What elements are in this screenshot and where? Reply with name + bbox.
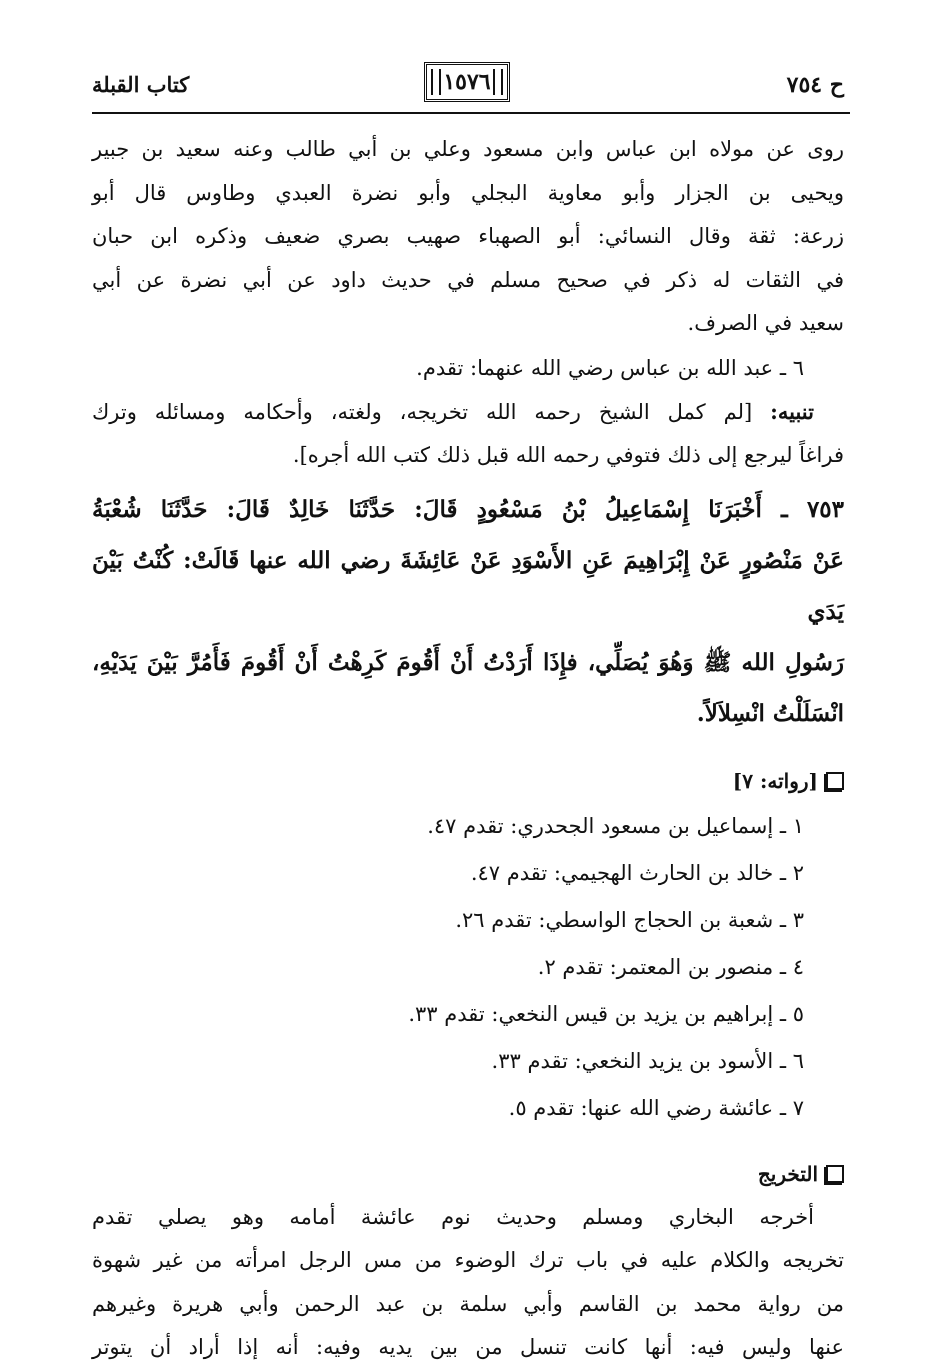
checkbox-square-icon — [826, 772, 844, 790]
narrator-list-item: ٧ ـ عائشة رضي الله عنها: تقدم ٥. — [508, 1095, 804, 1120]
takhrij-line: من رواية محمد بن القاسم وأبي سلمة بن عبد الرحمن وأبي هريرة وغيرهم — [92, 1291, 844, 1316]
takhrij-line: تخريجه والكلام عليه في باب ترك الوضوء من مس الرجل امرأته من غير شهوة — [92, 1248, 844, 1272]
narrator-list-item: ٢ ـ خالد بن الحارث الهجيمي: تقدم ٤٧. — [470, 860, 804, 885]
takhrij-section-title — [92, 1152, 844, 1196]
bio-line: زرعة: ثقة وقال النسائي: أبو الصهباء صهيب بصري ضعيف وذكره ابن حبان — [92, 224, 844, 248]
notice-label: تنبيه: — [770, 398, 814, 424]
narrator-list-item: ١ ـ إسماعيل بن مسعود الجحدري: تقدم ٤٧. — [427, 813, 804, 838]
checkbox-square-icon — [826, 1165, 844, 1183]
takhrij-line: عنها وليس فيه: أنها كانت تنسل من بين يديه وفيه: أنه إذا أراد أن يتوتر — [92, 1335, 844, 1359]
page-body — [92, 128, 844, 1370]
narrators-list — [92, 803, 844, 1132]
hadith-line: انْسَلَلْتُ انْسِلاَلاً. — [696, 699, 844, 727]
narrator-bio — [92, 128, 844, 346]
hadith-line: ٧٥٣ ـ أَخْبَرَنَا إِسْمَاعِيلُ بْنُ مَسْعُودٍ قَالَ: حَدَّثَنَا خَالِدٌ قَالَ: حَدَّثَنَا شُعْبَةُ — [92, 495, 844, 523]
bio-line: في الثقات له ذكر في صحيح مسلم في حديث داود عن أبي نضرة عن أبي — [92, 267, 844, 292]
narrator-list-item: ٤ ـ منصور بن المعتمر: تقدم ٢. — [537, 954, 804, 979]
narrator-item-6: ٦ ـ عبد الله بن عباس رضي الله عنهما: تقدم. — [416, 355, 804, 380]
bio-line: سعيد في الصرف. — [687, 311, 844, 335]
header-divider — [92, 112, 850, 114]
page-header — [92, 62, 850, 106]
bio-line: ويحيى بن الجزار وأبو معاوية البجلي وأبو نضرة العبدي وطاوس قال أبو — [92, 180, 844, 205]
narrator-list-item: ٣ ـ شعبة بن الحجاج الواسطي: تقدم ٢٦. — [455, 907, 804, 932]
hadith-text — [92, 484, 844, 739]
takhrij-line: أخرجه البخاري ومسلم وحديث نوم عائشة أمامه وهو يصلي تقدم — [92, 1204, 814, 1229]
notice-text: [لم كمل الشيخ رحمه الله تخريجه، ولغته، وأحكامه ومسائله وترك — [92, 399, 753, 424]
header-hadith-number: ح ٧٥٤ — [786, 72, 844, 98]
takhrij-title-text: التخريج — [757, 1161, 818, 1186]
takhrij-text — [92, 1196, 844, 1370]
notice-block — [92, 390, 844, 478]
header-chapter-title: كتاب القبلة — [92, 72, 190, 97]
hadith-line: عَنْ مَنْصُورٍ عَنْ إِبْرَاهِيمَ عَنِ الأَسْوَدِ عَنْ عَائِشَةَ رضي الله عنها قَالَتْ: كُنْتُ بَيْنَ يَدَي — [92, 546, 844, 625]
hadith-line: رَسُولِ الله ﷺ وَهُوَ يُصَلِّي، فإِذَا أَرَدْتُ أَنْ أَقُومَ كَرِهْتُ أَنْ أَقُومَ فَأَمُرَّ بَيْنَ يَدَيْهِ، — [92, 648, 844, 676]
notice-line — [92, 390, 844, 435]
narrators-section-title — [92, 759, 844, 803]
notice-line: فراغاً ليرجع إلى ذلك فتوفي رحمه الله قبل ذلك كتب الله أجره]. — [292, 443, 844, 467]
narrator-list-item: ٥ ـ إبراهيم بن يزيد بن قيس النخعي: تقدم ٣٣. — [408, 1001, 804, 1026]
bio-line: روى عن مولاه ابن عباس وابن مسعود وعلي بن أبي طالب وعنه سعيد بن جبير — [92, 137, 844, 161]
narrator-list-item: ٦ ـ الأسود بن يزيد النخعي: تقدم ٣٣. — [491, 1048, 804, 1073]
narrators-title-text: [رواته: ٧] — [732, 768, 818, 793]
header-page-number: ١٥٧٦ — [424, 62, 510, 102]
